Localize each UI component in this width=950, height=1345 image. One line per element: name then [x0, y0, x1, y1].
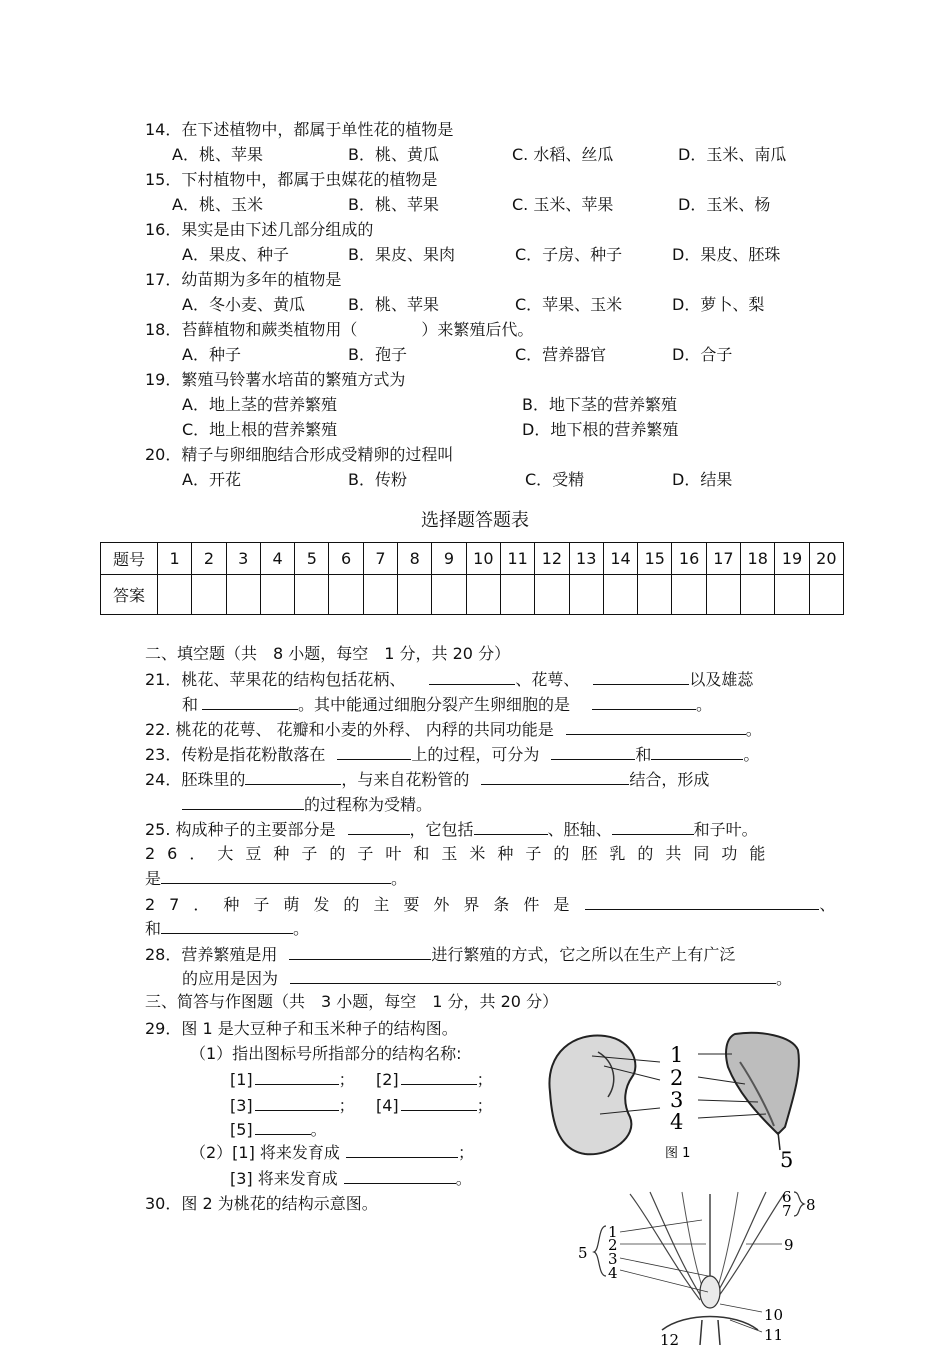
question-16-option-b: B．果皮、果肉	[348, 245, 455, 264]
question-23	[145, 744, 759, 765]
answer-table-number-cell: 5	[295, 543, 329, 575]
figure-2-label-9: 9	[784, 1236, 794, 1254]
question-21-line2	[182, 694, 712, 715]
question-26-line2	[145, 868, 407, 889]
q23-text-c: 和	[635, 745, 652, 764]
answer-blank[interactable]	[566, 719, 746, 735]
q23-text-b: 上的过程，可分为	[411, 745, 540, 764]
q29-item-5	[230, 1119, 327, 1140]
figure-1-label-4: 4	[670, 1110, 684, 1134]
answer-table-answer-cell[interactable]	[809, 575, 843, 615]
question-15-option-c: C. 玉米、苹果	[512, 195, 614, 214]
answer-blank[interactable]	[346, 1142, 458, 1158]
figure-1-label-3: 3	[670, 1088, 684, 1112]
answer-blank[interactable]	[612, 819, 694, 835]
answer-blank[interactable]	[245, 769, 341, 785]
ovary	[700, 1276, 720, 1308]
stamen-filament	[716, 1192, 738, 1292]
question-17-option-d: D．萝卜、梨	[672, 295, 765, 314]
answer-table-number-cell: 1	[158, 543, 192, 575]
answer-table-answer-cell[interactable]	[466, 575, 500, 615]
answer-table-answer-cell[interactable]	[603, 575, 637, 615]
corn-seed-shape	[726, 1033, 799, 1134]
question-18-option-c: C．营养器官	[515, 345, 607, 364]
answer-table-answer-cell[interactable]	[432, 575, 466, 615]
label-5: [5]	[230, 1120, 253, 1139]
q21-text-a: 21．桃花、苹果花的结构包括花柄、	[145, 670, 406, 689]
question-28-line2	[182, 968, 792, 989]
answer-blank[interactable]	[429, 669, 515, 685]
answer-table-number-cell: 3	[226, 543, 260, 575]
q25-text-c: 、胚轴、	[547, 820, 612, 839]
q27-text-b: 、	[819, 895, 836, 914]
answer-table-number-cell: 10	[466, 543, 500, 575]
period: 。	[310, 1120, 327, 1139]
question-17-option-c: C．苹果、玉米	[515, 295, 623, 314]
q21-text-c: 以及雄蕊	[689, 670, 754, 689]
question-20-stem: 20．精子与卵细胞结合形成受精卵的过程叫	[145, 445, 454, 464]
q29-sub2-text: （2）[1] 将来发育成	[190, 1143, 340, 1162]
question-17-option-a: A．冬小麦、黄瓜	[182, 295, 305, 314]
question-18-option-a: A．种子	[182, 345, 241, 364]
question-26-line1: 26．大豆种子的子叶和玉米种子的胚乳的共同功能	[145, 844, 778, 863]
answer-table-number-header: 题号	[101, 543, 158, 575]
figure-2-label-2: 2	[608, 1236, 618, 1254]
q28-text-c: 的应用是因为	[182, 969, 279, 988]
semicolon: ；	[338, 1096, 355, 1115]
answer-table-answer-cell[interactable]	[569, 575, 603, 615]
answer-table-number-cell: 15	[638, 543, 672, 575]
q21-text-d: 和	[182, 695, 199, 714]
q27-text-d: 。	[293, 919, 310, 938]
answer-table-answer-cell[interactable]	[329, 575, 363, 615]
receptacle	[662, 1317, 758, 1331]
semicolon: ；	[338, 1070, 355, 1089]
q25-text-b: ，它包括	[409, 820, 474, 839]
question-15-option-d: D．玉米、杨	[678, 195, 771, 214]
question-19-stem: 19．繁殖马铃薯水培苗的繁殖方式为	[145, 370, 406, 389]
answer-blank[interactable]	[337, 744, 411, 760]
answer-blank[interactable]	[202, 694, 298, 710]
answer-table-answer-cell[interactable]	[500, 575, 534, 615]
answer-blank[interactable]	[348, 819, 410, 835]
question-16-stem: 16．果实是由下述几部分组成的	[145, 220, 374, 239]
question-15-stem: 15．下村植物中，都属于虫媒花的植物是	[145, 170, 438, 189]
short-section-heading: 三、简答与作图题（共 3 小题，每空 1 分，共 20 分）	[145, 992, 559, 1011]
figure-2-label-12: 12	[660, 1331, 680, 1345]
answer-table-answer-cell[interactable]	[363, 575, 397, 615]
answer-table-number-cell: 13	[569, 543, 603, 575]
figure-1-seed-diagram	[530, 1022, 830, 1172]
question-14-option-d: D．玉米、南瓜	[678, 145, 787, 164]
answer-table-number-cell: 18	[741, 543, 775, 575]
question-29-sub2b	[230, 1168, 472, 1189]
figure-2-label-6: 6	[782, 1188, 792, 1206]
q21-text-e: 。其中能通过细胞分裂产生卵细胞的是	[298, 695, 571, 714]
fill-section-heading: 二、填空题（共 8 小题，每空 1 分，共 20 分）	[145, 644, 511, 663]
q26-text-b: 是	[145, 869, 162, 888]
q26-text-c: 。	[391, 869, 408, 888]
answer-table-answer-cell[interactable]	[260, 575, 294, 615]
petal-right-inner	[714, 1192, 766, 1298]
answer-table-number-cell: 11	[500, 543, 534, 575]
label-1: [1]	[230, 1070, 253, 1089]
question-20-option-a: A．开花	[182, 470, 241, 489]
petal-left	[630, 1194, 700, 1300]
answer-table-number-cell: 9	[432, 543, 466, 575]
answer-table-number-cell: 17	[706, 543, 740, 575]
q22-text-b: 。	[745, 720, 762, 739]
semicolon: ；	[457, 1143, 474, 1162]
q29-item-2	[376, 1069, 493, 1090]
answer-table-answer-header: 答案	[101, 575, 158, 615]
question-14-option-a: A．桃、苹果	[172, 145, 263, 164]
q28-text-d: 。	[776, 969, 793, 988]
answer-table-answer-cell[interactable]	[775, 575, 809, 615]
question-19-option-c: C．地上根的营养繁殖	[182, 420, 338, 439]
answer-table-number-cell: 4	[260, 543, 294, 575]
question-14-stem: 14．在下述植物中，都属于单性花的植物是	[145, 120, 454, 139]
answer-table-answer-cell[interactable]	[638, 575, 672, 615]
q24-text-d: 的过程称为受精。	[304, 795, 433, 814]
question-29-sub1: （1）指出图标号所指部分的结构名称:	[190, 1044, 462, 1063]
question-24-line2	[182, 794, 432, 815]
answer-blank[interactable]	[585, 894, 819, 910]
period: 。	[455, 1169, 472, 1188]
q21-text-b: 、花萼、	[515, 670, 580, 689]
figure-2-flower-diagram	[570, 1180, 840, 1345]
answer-table-answer-cell[interactable]	[295, 575, 329, 615]
figure-2-label-4: 4	[608, 1264, 618, 1282]
figure-1-label-2: 2	[670, 1066, 684, 1090]
answer-table-answer-cell[interactable]	[398, 575, 432, 615]
stamen-filament	[682, 1192, 704, 1292]
figure-2-label-3: 3	[608, 1250, 618, 1268]
figure-2-label-10: 10	[764, 1306, 784, 1324]
q23-text-d: 。	[743, 745, 760, 764]
question-17-option-b: B．桃、苹果	[348, 295, 439, 314]
question-18-stem: 18．苔藓植物和蕨类植物用（ ）来繁殖后代。	[145, 320, 534, 339]
question-18-option-d: D．合子	[672, 345, 733, 364]
answer-blank[interactable]	[651, 744, 743, 760]
question-30-stem: 30．图 2 为桃花的结构示意图。	[145, 1194, 378, 1213]
question-16-option-a: A．果皮、种子	[182, 245, 289, 264]
answer-table-answer-cell[interactable]	[192, 575, 226, 615]
answer-table-number-cell: 7	[363, 543, 397, 575]
q22-text-a: 22. 桃花的花萼、 花瓣和小麦的外稃、 内稃的共同功能是	[145, 720, 554, 739]
question-19-option-b: B．地下茎的营养繁殖	[522, 395, 677, 414]
question-29-sub2	[190, 1142, 474, 1163]
q28-text-b: 进行繁殖的方式，它之所以在生产上有广泛	[431, 945, 736, 964]
question-29-stem: 29．图 1 是大豆种子和玉米种子的结构图。	[145, 1019, 458, 1038]
answer-table-answer-cell[interactable]	[158, 575, 192, 615]
question-20-option-c: C．受精	[525, 470, 585, 489]
question-27-line1	[145, 894, 835, 915]
q25-text-d: 和子叶。	[693, 820, 758, 839]
answer-blank[interactable]	[401, 1095, 477, 1111]
answer-table-number-cell: 20	[809, 543, 843, 575]
petal-left-inner	[650, 1192, 702, 1298]
answer-table-answer-cell[interactable]	[741, 575, 775, 615]
figure-1-label-1: 1	[670, 1043, 684, 1067]
answer-table-number-cell: 8	[398, 543, 432, 575]
q29-item-3	[230, 1095, 355, 1116]
question-16-option-d: D．果皮、胚珠	[672, 245, 781, 264]
semicolon: ；	[476, 1096, 493, 1115]
answer-table-answer-cell[interactable]	[535, 575, 569, 615]
question-27-line2	[145, 918, 309, 939]
answer-table-number-cell: 16	[672, 543, 706, 575]
question-20-option-d: D．结果	[672, 470, 733, 489]
answer-blank[interactable]	[161, 868, 391, 884]
answer-blank[interactable]	[344, 1168, 456, 1184]
answer-table-number-cell: 14	[603, 543, 637, 575]
question-25	[145, 819, 758, 840]
bracket-5	[594, 1226, 606, 1276]
question-19-option-a: A．地上茎的营养繁殖	[182, 395, 337, 414]
question-17-stem: 17．幼苗期为多年的植物是	[145, 270, 342, 289]
q29-sub2b-text: [3] 将来发育成	[230, 1169, 338, 1188]
question-20-option-b: B．传粉	[348, 470, 407, 489]
figure-2-label-1: 1	[608, 1223, 618, 1241]
figure-2-label-7: 7	[782, 1202, 792, 1220]
answer-table-answer-cell[interactable]	[672, 575, 706, 615]
question-15-option-a: A．桃、玉米	[172, 195, 263, 214]
answer-blank[interactable]	[401, 1069, 477, 1085]
q25-text-a: 25. 构成种子的主要部分是	[145, 820, 336, 839]
soybean-seed-shape	[549, 1035, 635, 1154]
answer-table-number-cell: 2	[192, 543, 226, 575]
figure-1-caption: 图 1	[665, 1146, 691, 1161]
flower-stalk	[700, 1320, 720, 1345]
answer-blank[interactable]	[255, 1069, 339, 1085]
semicolon: ；	[476, 1070, 493, 1089]
answer-blank[interactable]	[255, 1095, 339, 1111]
question-14-option-b: B．桃、黄瓜	[348, 145, 439, 164]
question-16-option-c: C．子房、种子	[515, 245, 623, 264]
q29-item-1	[230, 1069, 355, 1090]
q23-text-a: 23．传粉是指花粉散落在	[145, 745, 326, 764]
question-15-option-b: B．桃、苹果	[348, 195, 439, 214]
question-19-option-d: D．地下根的营养繁殖	[522, 420, 679, 439]
question-28-line1	[145, 944, 735, 965]
answer-table-number-cell: 6	[329, 543, 363, 575]
answer-blank[interactable]	[481, 769, 629, 785]
figure-2-label-5: 5	[578, 1244, 588, 1262]
answer-blank[interactable]	[161, 918, 293, 934]
answer-blank[interactable]	[255, 1119, 311, 1135]
q27-text-a: 27．种子萌发的主要外界条件是	[145, 895, 584, 914]
answer-blank[interactable]	[290, 968, 776, 984]
figure-2-label-8: 8	[806, 1196, 816, 1214]
question-22	[145, 719, 762, 740]
q24-text-b: ，与来自花粉管的	[341, 770, 470, 789]
answer-blank[interactable]	[592, 694, 696, 710]
q28-text-a: 28．营养繁殖是用	[145, 945, 278, 964]
question-18-option-b: B．孢子	[348, 345, 407, 364]
answer-blank[interactable]	[182, 794, 304, 810]
answer-table-number-cell: 19	[775, 543, 809, 575]
question-21-line1	[145, 669, 753, 690]
answer-blank[interactable]	[474, 819, 548, 835]
q27-text-c: 和	[145, 919, 162, 938]
figure-1-label-5: 5	[780, 1148, 794, 1172]
answer-table-title: 选择题答题表	[421, 510, 529, 531]
label-2: [2]	[376, 1070, 399, 1089]
answer-table-answer-cell[interactable]	[706, 575, 740, 615]
answer-blank[interactable]	[551, 744, 635, 760]
figure-2-label-11: 11	[764, 1326, 784, 1344]
q24-text-c: 结合，形成	[629, 770, 710, 789]
answer-table-answer-cell[interactable]	[226, 575, 260, 615]
answer-table	[100, 542, 844, 615]
label-4: [4]	[376, 1096, 399, 1115]
label-3: [3]	[230, 1096, 253, 1115]
answer-blank[interactable]	[593, 669, 689, 685]
answer-table-number-cell: 12	[535, 543, 569, 575]
answer-blank[interactable]	[289, 944, 431, 960]
q29-item-4	[376, 1095, 493, 1116]
bracket-8	[794, 1192, 804, 1216]
q21-text-f: 。	[696, 695, 713, 714]
q24-text-a: 24．胚珠里的	[145, 770, 246, 789]
question-24-line1	[145, 769, 709, 790]
question-14-option-c: C. 水稻、丝瓜	[512, 145, 614, 164]
petal-right	[716, 1194, 784, 1300]
